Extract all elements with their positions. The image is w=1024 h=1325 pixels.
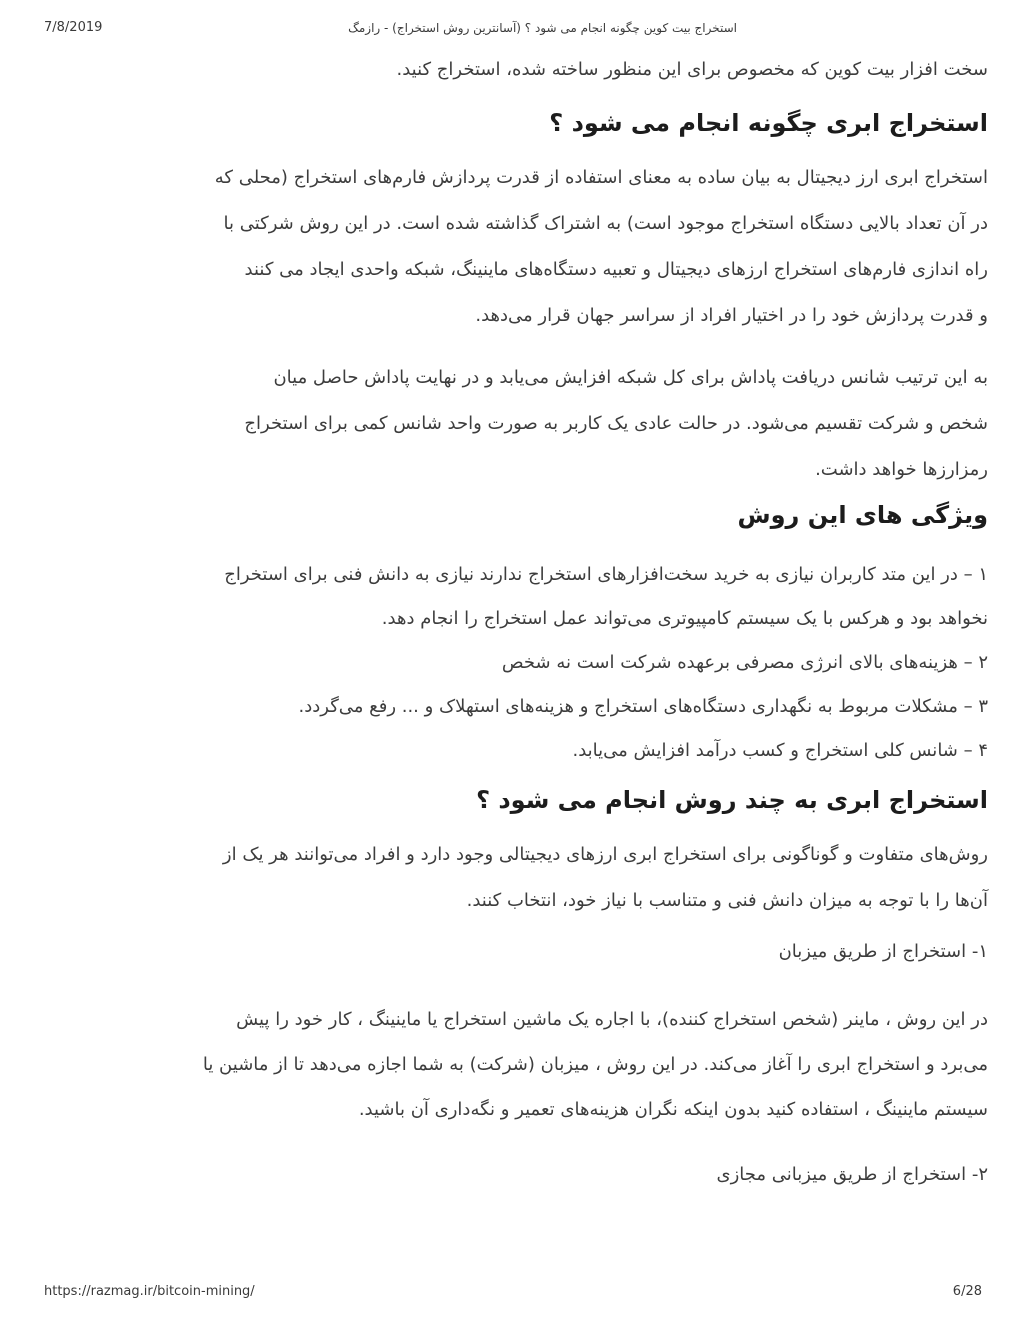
paragraph-cloud-mining-1 [44, 155, 988, 339]
list-item-line: ۲ – هزینه‌های بالای انرژی مصرفی برعهده شرکت است نه شخص [501, 652, 988, 673]
paragraph-line: می‌برد و استخراج ابری را آغاز می‌کند. در این روش ، میزبان (شرکت) به شما اجازه می‌دهد تا از ماشین یا [202, 1054, 988, 1075]
list-item-line: ۱ – در این متد کاربران نیازی به خرید سخت‌افزارهای استخراج ندارند نیازی به دانش فنی برای استخراج [224, 564, 988, 585]
paragraph-line: راه اندازی فارم‌های استخراج ارزهای دیجیتال و تعبیه دستگاه‌های ماینینگ، شبکه واحدی ایجاد می کنند [244, 259, 988, 280]
paragraph-line: استخراج ابری ارز دیجیتال به بیان ساده به معنای استفاده از قدرت پردازش فارم‌های استخراج (محلی که [214, 167, 988, 188]
paragraph-line: در آن تعداد بالایی دستگاه استخراج موجود است) به اشتراک گذاشته شده است. در این روش شرکتی با [223, 213, 988, 234]
list-item-line: نخواهد بود و هرکس با یک سیستم کامپیوتری می‌تواند عمل استخراج را انجام دهد. [381, 608, 988, 629]
paragraph-methods [44, 832, 988, 924]
list-item-line: ۴ – شانس کلی استخراج و کسب درآمد افزایش می‌یابد. [572, 740, 988, 761]
header-document-title: استخراج بیت کوین چگونه انجام می شود ؟ (آسانترین روش استخراج) - رازمگ [348, 21, 737, 35]
heading-features: ویژگی های این روش [737, 501, 988, 529]
heading-cloud-mining: استخراج ابری چگونه انجام می شود ؟ [549, 109, 988, 137]
paragraph-cloud-mining-2 [44, 355, 988, 493]
paragraph-line: سیستم ماینینگ ، استفاده کنید بدون اینکه نگران هزینه‌های تعمیر و نگه‌داری آن باشید. [358, 1099, 988, 1120]
subheading-method-host: ۱- استخراج از طریق میزبان [778, 941, 988, 962]
paragraph-line: رمزارزها خواهد داشت. [815, 459, 988, 480]
paragraph-line: شخص و شرکت تقسیم می‌شود. در حالت عادی یک کاربر به صورت واحد شانس کمی برای استخراج [244, 413, 988, 434]
article-content [44, 47, 988, 1198]
paragraph-line: در این روش ، ماینر (شخص استخراج کننده)، با اجاره یک ماشین استخراج یا ماینینگ ، کار خود را پیش [236, 1009, 988, 1030]
paragraph-host-mining [44, 997, 988, 1132]
features-list [44, 553, 988, 773]
paragraph-line: آن‌ها را با توجه به میزان دانش فنی و متناسب با نیاز خود، انتخاب کنند. [466, 890, 988, 911]
intro-line: سخت افزار بیت کوین که مخصوص برای این منظور ساخته شده، استخراج کنید. [396, 59, 988, 80]
footer-source-url: https://razmag.ir/bitcoin-mining/ [44, 1284, 255, 1299]
heading-methods: استخراج ابری به چند روش انجام می شود ؟ [476, 786, 988, 814]
paragraph-line: روش‌های متفاوت و گوناگونی برای استخراج ابری ارزهای دیجیتالی وجود دارد و افراد می‌توانند هر یک از [222, 844, 988, 865]
subheading-method-virtual: ۲- استخراج از طریق میزبانی مجازی [716, 1164, 988, 1185]
paragraph-line: و قدرت پردازش خود را در اختیار افراد از سراسر جهان قرار می‌دهد. [475, 305, 988, 326]
footer-page-number: 6/28 [952, 1284, 982, 1299]
list-item-line: ۳ – مشکلات مربوط به نگهداری دستگاه‌های استخراج و هزینه‌های استهلاک و ... رفع می‌گردد. [298, 696, 988, 717]
header-date: 7/8/2019 [44, 20, 103, 35]
paragraph-line: به این ترتیب شانس دریافت پاداش برای کل شبکه افزایش می‌یابد و در نهایت پاداش حاصل میان [273, 367, 988, 388]
